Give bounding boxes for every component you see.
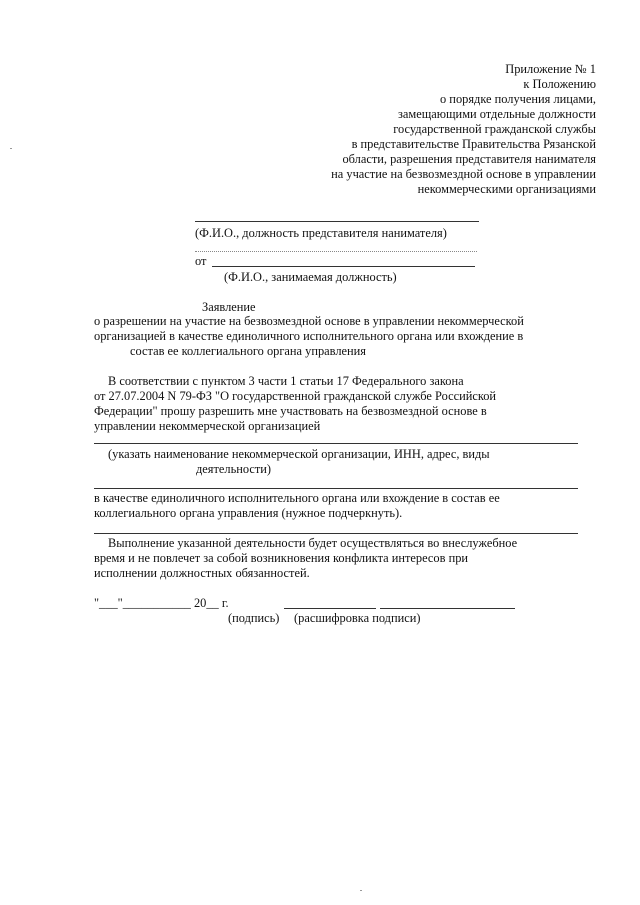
body-line: время и не повлечет за собой возникновения конфликта интересов при [94,551,469,565]
appendix-line: области, разрешения представителя нанимателя [342,152,596,166]
addressee-extra-line [195,251,477,252]
body-line: управлении некоммерческой организацией [94,419,321,433]
signature-line [284,608,376,609]
signature-decode-line [380,608,515,609]
appendix-line: Приложение № 1 [505,62,596,76]
body-line: исполнении должностных обязанностей. [94,566,310,580]
appendix-line: о порядке получения лицами, [440,92,596,106]
appendix-line: замещающими отдельные должности [397,107,596,121]
body-line: Выполнение указанной деятельности будет осуществляться во внеслужебное [108,536,518,550]
date-line: "___"___________ 20__ г. [94,596,229,610]
statement-subject-line: состав ее коллегиального органа управления [130,344,367,358]
from-label: от [195,254,207,268]
organization-caption: деятельности) [196,462,272,476]
scan-mark [360,890,362,891]
signature-caption: (подпись) [228,611,280,625]
body-line: коллегиального органа управления (нужное подчеркнуть). [94,506,403,520]
statement-heading: Заявление [202,300,256,314]
appendix-line: к Положению [523,77,596,91]
organization-name-line [94,443,578,444]
body-line: В соответствии с пунктом 3 части 1 статьи 17 Федерального закона [108,374,464,388]
body-line: Федерации" прошу разрешить мне участвовать на безвозмездной основе в [94,404,487,418]
statement-subject-line: о разрешении на участие на безвозмездной основе в управлении некоммерческой [94,314,524,328]
appendix-line: некоммерческими организациями [417,182,596,196]
body-line: от 27.07.2004 N 79-ФЗ "О государственной гражданской службе Российской [94,389,497,403]
from-name-line [212,266,475,267]
appendix-line: на участие на безвозмездной основе в управлении [331,167,596,181]
appendix-line: в представительстве Правительства Рязанской [351,137,596,151]
organization-details-line [94,488,578,489]
separator-line [94,533,578,534]
addressee-caption: (Ф.И.О., должность представителя нанимателя) [195,226,447,240]
addressee-name-line [195,221,479,222]
signature-decode-caption: (расшифровка подписи) [294,611,421,625]
organization-caption: (указать наименование некоммерческой организации, ИНН, адрес, виды [108,447,490,461]
body-line: в качестве единоличного исполнительного органа или вхождение в состав ее [94,491,500,505]
scan-mark [10,148,12,149]
appendix-line: государственной гражданской службы [393,122,596,136]
from-caption: (Ф.И.О., занимаемая должность) [224,270,397,284]
statement-subject-line: организацией в качестве единоличного исполнительного органа или вхождение в [94,329,524,343]
